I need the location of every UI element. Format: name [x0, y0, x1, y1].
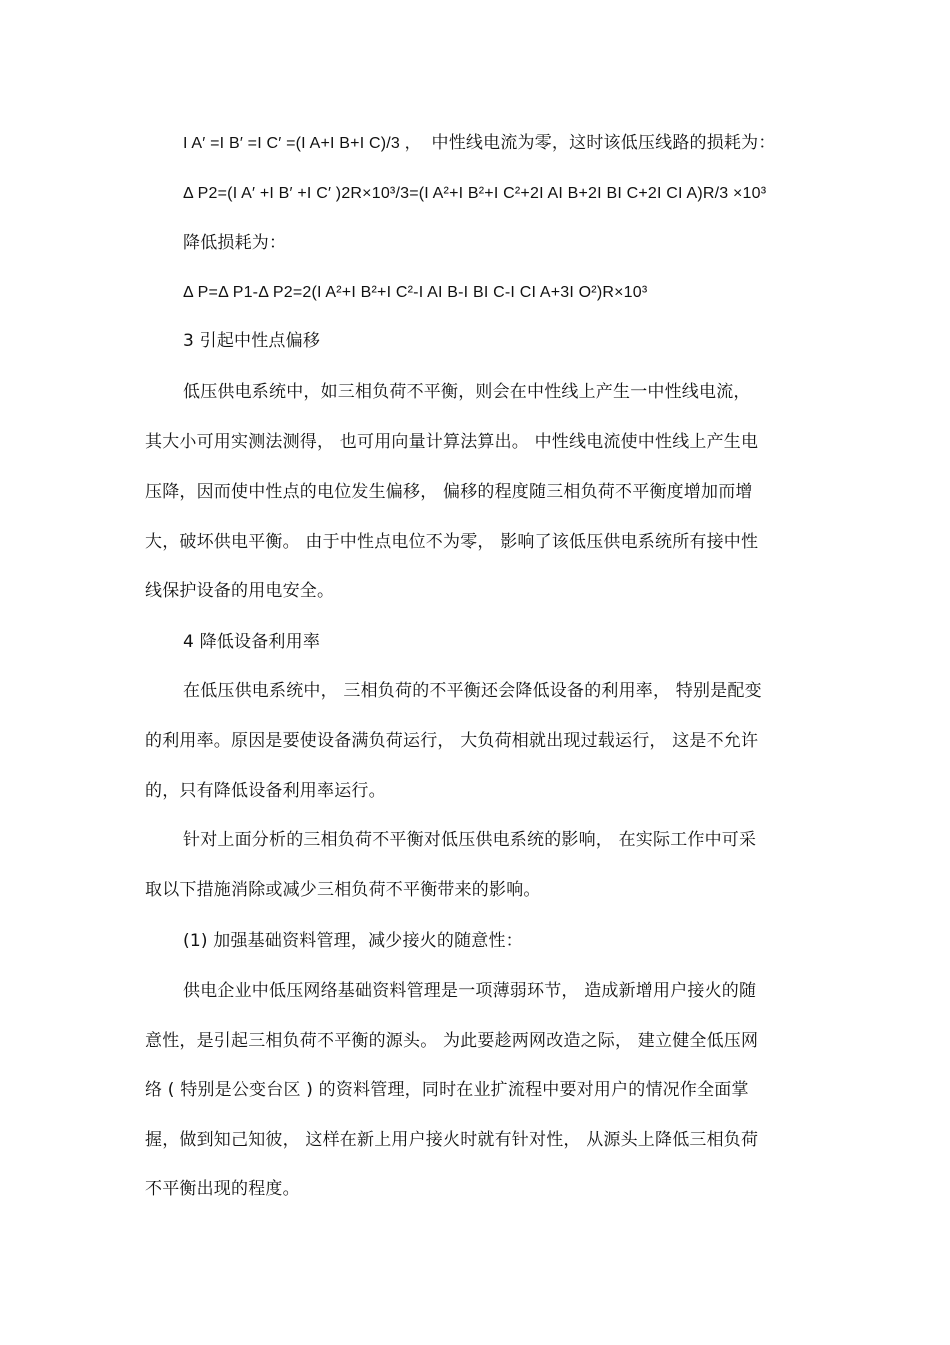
- section-3-paragraph-line: 低压供电系统中，如三相负荷不平衡，则会在中性线上产生一中性线电流，: [183, 382, 751, 402]
- measure-1-paragraph-line: 络 ( 特别是公变台区 ) 的资料管理，同时在业扩流程中要对用户的情况作全面掌: [145, 1080, 749, 1100]
- measure-1-paragraph-line: 意性，是引起三相负荷不平衡的源头。 为此要趁两网改造之际， 建立健全低压网: [145, 1031, 759, 1051]
- section-4-paragraph-line: 的，只有降低设备利用率运行。: [145, 781, 386, 801]
- formula-delta: Δ P=Δ P1-Δ P2=2(I A²+I B²+I C²-I AI B-I BI C-I CI A+3I O²)R×10³: [183, 284, 648, 301]
- reduce-label: 降低损耗为：: [183, 233, 287, 253]
- section-4-paragraph-line: 的利用率。原因是要使设备满负荷运行， 大负荷相就出现过载运行， 这是不允许: [145, 731, 759, 751]
- section-4-paragraph-line: 在低压供电系统中， 三相负荷的不平衡还会降低设备的利用率， 特别是配变: [183, 681, 762, 701]
- formula-current-text: I A′ =I B′ =I C′ =(I A+I B+I C)/3 ，: [183, 135, 421, 152]
- section-4-heading: 4 降低设备利用率: [183, 632, 321, 652]
- measure-1-paragraph-line: 不平衡出现的程度。: [145, 1179, 300, 1199]
- formula-loss2: Δ P2=(I A′ +I B′ +I C′ )2R×10³/3=(I A²+I B²+I C²+2I AI B+2I BI C+2I CI A)R/3 ×10³: [183, 185, 767, 202]
- measures-paragraph-line: 针对上面分析的三相负荷不平衡对低压供电系统的影响， 在实际工作中可采: [183, 830, 757, 850]
- section-3-paragraph-line: 压降，因而使中性点的电位发生偏移， 偏移的程度随三相负荷不平衡度增加而增: [145, 482, 753, 502]
- measure-1-paragraph-line: 握，做到知己知彼， 这样在新上用户接火时就有针对性， 从源头上降低三相负荷: [145, 1130, 759, 1150]
- measure-1-heading: (1) 加强基础资料管理，减少接火的随意性：: [183, 931, 523, 951]
- section-3-paragraph-line: 大，破坏供电平衡。 由于中性点电位不为零， 影响了该低压供电系统所有接中性: [145, 532, 759, 552]
- section-3-paragraph-line: 其大小可用实测法测得， 也可用向量计算法算出。 中性线电流使中性线上产生电: [145, 432, 759, 452]
- formula-current: [183, 131, 776, 156]
- formula-current-tail: 中性线电流为零，这时该低压线路的损耗为：: [431, 133, 776, 153]
- measure-1-paragraph-line: 供电企业中低压网络基础资料管理是一项薄弱环节， 造成新增用户接火的随: [183, 981, 757, 1001]
- section-3-heading: 3 引起中性点偏移: [183, 331, 321, 351]
- measures-paragraph-line: 取以下措施消除或减少三相负荷不平衡带来的影响。: [145, 880, 541, 900]
- section-3-paragraph-line: 线保护设备的用电安全。: [145, 581, 335, 601]
